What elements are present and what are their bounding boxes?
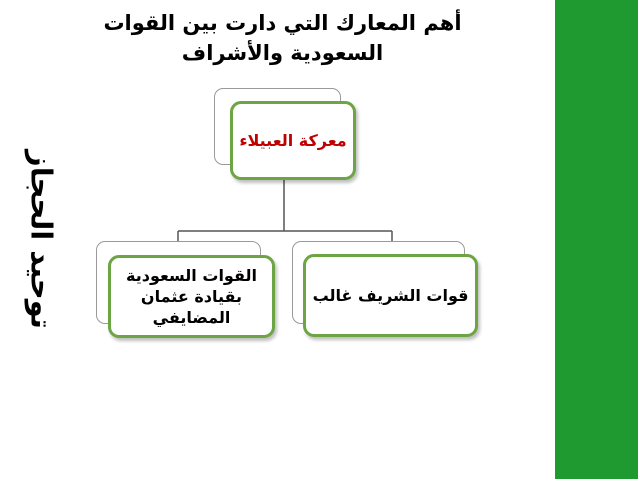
- right-child-box: [303, 254, 478, 337]
- left-child-label: القوات السعودية بقيادة عثمان المضايفي: [126, 266, 257, 327]
- right-child-label: قوات الشريف غالب: [312, 286, 469, 305]
- sidebar-title: توحيد الحجاز: [24, 150, 59, 329]
- root-node-box: [230, 101, 356, 180]
- sidebar-text-wrap: [0, 0, 83, 479]
- diagram-title: أهم المعارك التي دارت بين القوات السعودية والأشراف: [103, 11, 462, 65]
- sidebar-band: [555, 0, 638, 479]
- left-child-box: [108, 255, 275, 338]
- root-node-label: معركة العبيلاء: [239, 131, 347, 150]
